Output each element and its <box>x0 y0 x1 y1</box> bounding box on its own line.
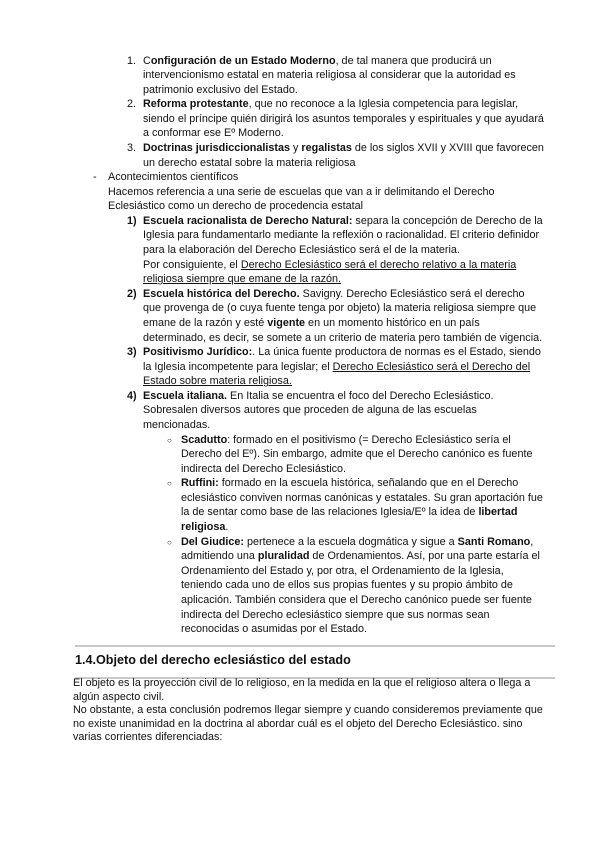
text-run: . <box>225 521 229 534</box>
text-run: en un momento histórico en un país <box>305 316 480 329</box>
text-run: separa la concepción de Derecho de la <box>352 214 543 227</box>
text-line <box>143 156 355 170</box>
paragraph-line: El objeto es la proyección civil de lo religioso, en la medida en la que el religioso altera o llega a <box>73 677 531 689</box>
text-line <box>181 535 533 549</box>
text-line <box>181 505 517 519</box>
text-line <box>181 593 532 607</box>
bold-text: Reforma protestante <box>143 98 249 111</box>
text-run: patrimonio exclusivo del Estado. <box>143 83 298 96</box>
text-run: determinado, es decir, se somete a un criterio de materia pero también de vigencia. <box>143 331 543 344</box>
text-run: un derecho estatal sobre la materia religiosa <box>143 156 356 169</box>
bold-text: libertad <box>478 506 518 519</box>
text-run: Sobresalen diversos autores que proceden de alguna de las escuelas <box>143 404 477 417</box>
text-line <box>143 126 284 140</box>
list-number: 1. <box>127 54 137 67</box>
text-line <box>181 564 504 578</box>
text-line <box>181 491 543 505</box>
text-run: emane de la razón y esté <box>143 316 268 329</box>
text-line <box>108 170 238 184</box>
list-number: 2) <box>127 287 137 300</box>
list-number: 3. <box>127 141 137 154</box>
bold-text: religiosa <box>181 521 226 534</box>
text-line <box>143 214 543 228</box>
text-run: a conformar ese Eº Moderno. <box>143 127 284 140</box>
text-run: Por consiguiente, el <box>143 258 241 271</box>
text-run: , de tal manera que producirá un <box>335 54 492 67</box>
text-run: C <box>143 54 151 67</box>
text-run: Ordenamiento del Estado y, por otra, el Ordenamiento de la Iglesia, <box>181 564 504 577</box>
text-run: En Italia se encuentra el foco del Derecho Eclesiástico. <box>227 389 494 402</box>
text-line <box>181 549 540 563</box>
text-line <box>143 243 460 257</box>
bold-text: regalistas <box>301 141 352 154</box>
text-line <box>143 141 544 155</box>
text-line <box>181 476 518 490</box>
underlined-text: Derecho Eclesiástico será el derecho relativo a la materia <box>240 258 517 271</box>
bold-text: Escuela racionalista de Derecho Natural: <box>143 214 353 227</box>
text-run: eclesiástico conviven normas canónicas y estatales. Su gran aportación fue <box>181 491 543 504</box>
text-line <box>143 228 539 242</box>
text-line <box>143 287 524 301</box>
text-line <box>143 258 516 272</box>
text-run: que provenga de (o cuya fuente tenga por objeto) la materia religiosa siempre que <box>143 302 537 315</box>
heading-top-rule <box>75 645 555 647</box>
text-run: Derecho del Eº). Sin embargo, admite que el Derecho canónico es fuente <box>181 448 533 461</box>
text-run: indirecta del Derecho eclesiástico siempre que sus normas sean <box>181 608 490 621</box>
circle-bullet-icon: ○ <box>167 435 172 445</box>
text-line <box>143 83 298 97</box>
text-run: teniendo cada uno de ellos sus propias fuentes y su propio ámbito de <box>181 579 513 592</box>
text-line <box>143 374 292 388</box>
text-run: indirecta del Derecho Eclesiástico. <box>181 462 347 475</box>
text-run: Hacemos referencia a una serie de escuelas que van a ir delimitando el Derecho <box>108 185 495 198</box>
text-line <box>143 331 542 345</box>
text-line <box>143 389 494 403</box>
text-run: para la elaboración del Derecho Eclesiástico será el de la materia. <box>143 244 460 257</box>
text-line <box>181 433 511 447</box>
text-run: admitiendo una <box>181 550 258 563</box>
text-run: la Iglesia incompetente para legislar; el <box>143 360 333 373</box>
text-run: , que no reconoce a la Iglesia competencia para legislar, <box>248 98 519 111</box>
dash-bullet: - <box>93 171 97 184</box>
bold-text: Escuela histórica del Derecho. <box>143 287 300 300</box>
text-run: de los siglos XVII y XVIII que favorecen <box>351 141 544 154</box>
bold-text: onfiguración de un Estado Moderno <box>150 54 336 67</box>
text-line <box>143 403 477 417</box>
paragraph-line: no existe unanimidad en la doctrina al abordar cuál es el objeto del Derecho Eclesiástico. sino <box>73 717 523 730</box>
bold-text: Ruffini: <box>181 477 219 490</box>
text-run: pertenece a la escuela dogmática y sigue a <box>244 535 458 548</box>
paragraph-line: algún aspecto civil. <box>73 690 165 703</box>
underlined-text: Estado sobre materia religiosa. <box>143 375 292 388</box>
bold-text: vigente <box>267 316 306 329</box>
text-run: formado en la escuela histórica, señalando que en el Derecho <box>218 477 519 490</box>
text-run: Savigny. Derecho Eclesiástico será el derecho <box>299 287 525 300</box>
text-line <box>108 199 363 213</box>
text-run: : formado en el positivismo (= Derecho Eclesiástico sería el <box>227 433 511 446</box>
underlined-text: Derecho Eclesiástico será el Derecho del <box>332 360 531 373</box>
text-run: aplicación. También considera que el Derecho canónico puede ser fuente <box>181 593 532 606</box>
text-run: y <box>290 141 302 154</box>
text-line <box>143 360 530 374</box>
text-line <box>108 185 495 199</box>
text-run: , <box>530 535 534 548</box>
text-run: Eclesiástico como un derecho de procedencia estatal <box>108 200 364 213</box>
text-line <box>143 418 210 432</box>
text-line <box>181 622 367 636</box>
bold-text: Santi Romano <box>457 535 531 548</box>
text-run: la de sentar como base de las relaciones Iglesia/Eº la idea de <box>181 506 479 519</box>
text-line <box>181 578 513 592</box>
text-line <box>181 462 346 476</box>
paragraph-line: varias corrientes diferenciadas: <box>73 731 223 743</box>
text-line <box>143 345 541 359</box>
section-heading: 1.4.Objeto del derecho eclesiástico del estado <box>75 653 351 667</box>
bold-text: pluralidad <box>257 550 310 563</box>
circle-bullet-icon: ○ <box>167 479 172 489</box>
text-run: Acontecimientos científicos <box>108 171 239 184</box>
text-line <box>181 447 532 461</box>
bold-text: Scadutto <box>181 433 228 446</box>
bold-text: Escuela italiana. <box>143 389 228 402</box>
text-run: de Ordenamientos. Así, por una parte estaría el <box>309 550 540 563</box>
text-run: intervencionismo estatal en materia religiosa al considerar que la autoridad es <box>143 69 516 82</box>
text-run: Iglesia para fundamentarlo mediante la reflexión o racionalidad. El criterio definidor <box>143 229 540 242</box>
text-run: mencionadas. <box>143 419 211 431</box>
text-run: reconocidas o asumidas por el Estado. <box>181 623 368 636</box>
text-line <box>143 316 480 330</box>
bold-text: Doctrinas jurisdiccionalistas <box>143 141 291 154</box>
list-number: 1) <box>127 214 137 227</box>
text-run: . La única fuente productora de normas es el Estado, siendo <box>252 346 541 359</box>
circle-bullet-icon: ○ <box>167 537 172 547</box>
text-line <box>143 301 536 315</box>
text-line <box>143 112 544 126</box>
text-line <box>143 272 341 286</box>
bold-text: Positivismo Jurídico: <box>143 346 253 359</box>
list-number: 3) <box>127 346 137 359</box>
list-number: 2. <box>127 98 137 111</box>
paragraph-line: No obstante, a esta conclusión podremos llegar siempre y cuando consideremos previamente que <box>73 704 543 716</box>
bold-text: Del Giudice: <box>181 535 244 548</box>
text-run: siendo el príncipe quién dirigirá los asuntos temporales y espirituales y que ayudará <box>143 112 544 125</box>
list-number: 4) <box>127 389 137 402</box>
text-line <box>143 68 516 82</box>
text-line <box>143 97 518 111</box>
underlined-text: religiosa siempre que emane de la razón. <box>143 273 342 286</box>
text-line <box>181 520 228 534</box>
text-line <box>143 54 492 68</box>
text-line <box>181 608 489 622</box>
